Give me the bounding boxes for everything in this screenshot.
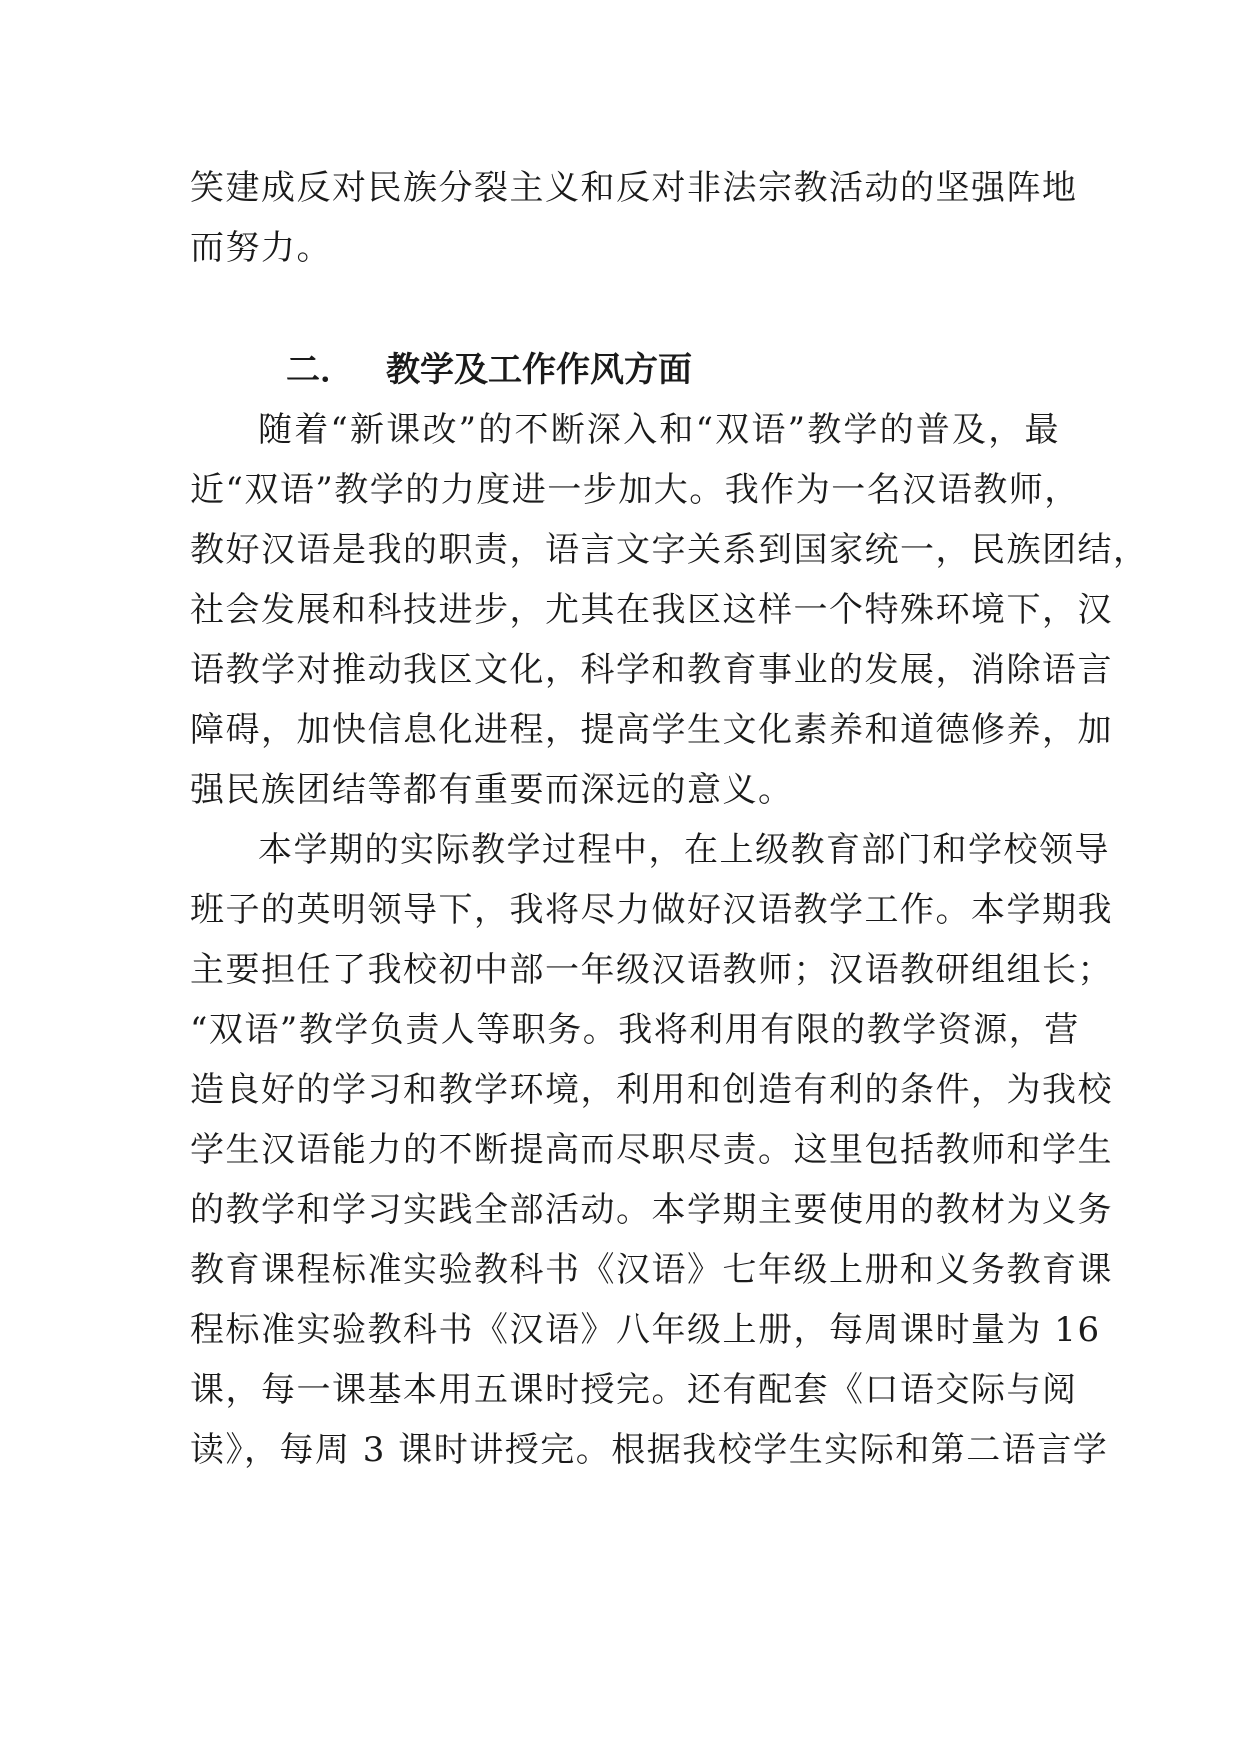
section-title: 教学及工作作风方面	[386, 350, 692, 390]
paragraph-spacer	[190, 278, 1060, 340]
text-line: 主要担任了我校初中部一年级汉语教师；汉语教研组组长；	[190, 950, 1113, 990]
text-line: 障碍，加快信息化进程，提高学生文化素养和道德修养，加	[190, 710, 1113, 750]
text-line: 的教学和学习实践全部活动。本学期主要使用的教材为义务	[190, 1190, 1113, 1230]
text-line: 语教学对推动我区文化，科学和教育事业的发展，消除语言	[190, 650, 1113, 690]
text-line: 社会发展和科技进步，尤其在我区这样一个特殊环境下，汉	[190, 590, 1113, 630]
text-line: 而努力。	[190, 228, 332, 268]
text-line: 强民族团结等都有重要而深远的意义。	[190, 770, 794, 810]
text-line: 教好汉语是我的职责，语言文字关系到国家统一，民族团结，	[190, 530, 1149, 570]
intro-paragraph	[190, 158, 1078, 278]
paragraph-2	[190, 820, 1113, 1480]
text-line: 学生汉语能力的不断提高而尽职尽责。这里包括教师和学生	[190, 1130, 1113, 1170]
text-line: 笑建成反对民族分裂主义和反对非法宗教活动的坚强阵地	[190, 168, 1078, 208]
text-line: 程标准实验教科书《汉语》八年级上册，每周课时量为 16	[190, 1310, 1101, 1350]
text-line: 造良好的学习和教学环境，利用和创造有利的条件，为我校	[190, 1070, 1113, 1110]
text-line: 本学期的实际教学过程中，在上级教育部门和学校领导	[258, 830, 1110, 870]
document-body	[190, 158, 1149, 1480]
text-line: 读》，每周 3 课时讲授完。根据我校学生实际和第二语言学	[190, 1430, 1109, 1470]
section-heading	[190, 340, 1060, 400]
text-line: 教育课程标准实验教科书《汉语》七年级上册和义务教育课	[190, 1250, 1113, 1290]
text-line: 班子的英明领导下，我将尽力做好汉语教学工作。本学期我	[190, 890, 1113, 930]
paragraph-1	[190, 400, 1149, 820]
text-line: 随着“新课改”的不断深入和“双语”教学的普及，最	[258, 410, 1060, 450]
text-line: 课，每一课基本用五课时授完。还有配套《口语交际与阅	[190, 1370, 1078, 1410]
text-line: “双语”教学负责人等职务。我将利用有限的教学资源，营	[190, 1010, 1080, 1050]
text-line: 近“双语”教学的力度进一步加大。我作为一名汉语教师，	[190, 470, 1080, 510]
section-number: 二．	[286, 350, 354, 390]
